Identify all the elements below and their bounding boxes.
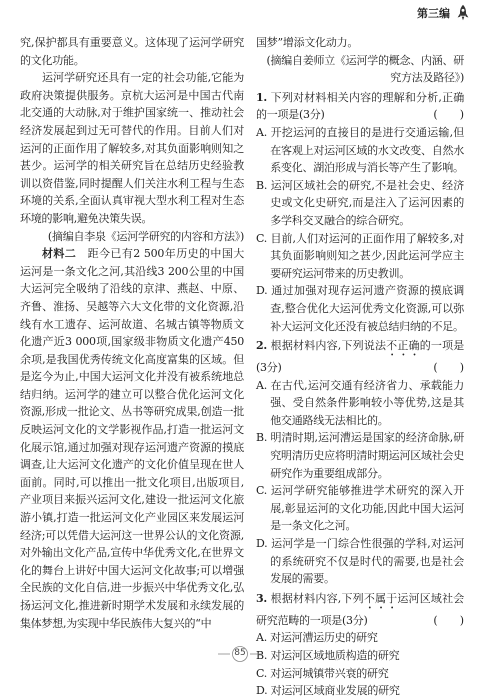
question-1-stem: 下列对材料相关内容的理解和分析,正确的一项是(3分) <box>256 90 465 122</box>
rocket-icon <box>454 4 472 22</box>
question-2-option-b[interactable]: B. 明清时期,运河漕运是国家的经济命脉,研究明清历史应将明清时期运河区域社会史研究作为重要组成部分。 <box>256 431 464 480</box>
question-3-emphasis: 不属于 <box>363 591 398 605</box>
question-2-stem-b: 的一项是(3分) <box>256 339 465 375</box>
question-1-option-b[interactable]: B. 运河区域社会的研究,不是社会史、经济史或文化史研究,而是注入了运河因素的多学科交叉融合的综合研究。 <box>256 178 464 227</box>
page-number: 85 <box>234 648 246 658</box>
question-2 <box>256 337 464 588</box>
question-3-option-a[interactable]: A. 对运河漕运历史的研究 <box>256 631 378 645</box>
material-two-text: 距今已有2 500年历史的中国大运河是一条文化之河,其沿线3 200公里的中国大运河完全吸纳了沿线的京津、燕赵、中原、齐鲁、淮扬、吴越等六大文化带的文化资源,沿线有水工遗存、运河故道、名城古镇等物质文化遗产近3 000项,国家级非物质文化遗产450余项,是我国优秀传统文化高度富集的区域。但是迄今为止,中国大运河文化并没有被系统地总结归纳。运河学的建立可以整合优化运河文化资源,形成一批论文、丛书等研究成果,创造一批反映运河文化的文学影视作品,打造一批运河文化展示馆,通过加强对现存运河遗产资源的摸底调查,让大运河文化遗产的文化价值呈现在世人面前。同时,可以推出一批文化项目,出版项目,产业项目来振兴运河文化,建设一批运河文化旅游小镇,打造一批运河文化产业园区来发展运河经济;可以凭借大运河这一世界公认的文化资源,对外输出文化产品,宣传中华优秀文化,在世界文化的舞台上讲好中国大运河文化故事;可以增强全民族的文化自信,进一步振兴中华优秀文化,弘扬运河文化,推进新时期学术发展和永续发展的集体梦想,为实现中华民族伟大复兴的“中 <box>20 247 244 630</box>
question-3-stem-b: 运河区域社会研究范畴的一项是(3分) <box>256 591 465 627</box>
section-label: 第三编 <box>417 7 450 20</box>
question-3-option-b[interactable]: B. 对运河区域地质构造的研究 <box>256 649 400 662</box>
question-2-option-c[interactable]: C. 运河学研究能够推进学术研究的深入开展,彰显运河的文化功能,因此中国大运河是一条文化之河。 <box>256 484 464 533</box>
question-1-option-a[interactable]: A. 开挖运河的直接目的是进行交通运输,但在客观上对运河区域的水文改变、自然水系变化、湖泊形成与消长等产生了影响。 <box>256 125 464 175</box>
left-column <box>20 34 244 632</box>
answer-bracket-1[interactable]: ( ) <box>433 108 464 122</box>
question-3-number: 3. <box>256 591 267 605</box>
paragraph-social-function: 运河学研究还具有一定的社会功能,它能为政府决策提供服务。京杭大运河是中国古代南北交通的大动脉,对于维护国家统一、推动社会经济发展起到过无可替代的作用。目前人们对运河的正面作用了解较多,对其负面影响则知之甚少。运河学的相关研究旨在总结历史经验教训以资借鉴,同时提醒人们关注水利工程与生态环境的关系,全面认真审视大型水利工程对生态环境的影响,避免决策失误。 <box>20 71 244 225</box>
answer-bracket-3[interactable]: ( ) <box>433 613 464 627</box>
question-2-option-a[interactable]: A. 在古代,运河交通有经济省力、承载能力强、受自然条件影响较小等优势,这是其他交通路线无法相比的。 <box>256 378 464 427</box>
question-2-emphasis: 不正确 <box>386 339 420 353</box>
question-2-number: 2. <box>256 339 267 353</box>
question-1-option-c[interactable]: C. 目前,人们对运河的正面作用了解较多,对其负面影响则知之甚少,因此运河学应主要研究运河带来的历史教训。 <box>256 231 464 280</box>
page-number-badge <box>216 646 264 662</box>
question-3-stem-a: 根据材料内容,下列 <box>270 591 364 605</box>
material-two-label: 材料二 <box>42 247 77 261</box>
question-1-option-d[interactable]: D. 通过加强对现存运河遗产资源的摸底调查,整合优化大运河优秀文化资源,可以弥补大运河文化还没有被总结归纳的不足。 <box>256 284 464 333</box>
source-note-1: (摘编自李泉《运河学研究的内容和方法》) <box>47 229 244 243</box>
question-1 <box>256 89 464 335</box>
question-3-option-d[interactable]: D. 对运河区域商业发展的研究 <box>256 684 400 698</box>
material-two <box>20 245 244 632</box>
paragraph-continued: 究,保护都具有重要意义。这体现了运河学研究的文化功能。 <box>20 36 244 67</box>
question-2-option-d[interactable]: D. 运河学是一门综合性很强的学科,对运河的系统研究不仅是时代的需要,也是社会发展的需要。 <box>256 537 464 586</box>
source-note-2: (摘编自姜师立《运河学的概念、内涵、研究方法及路径》) <box>266 53 464 85</box>
question-3 <box>256 590 464 700</box>
paragraph-continued-right: 国梦”增添文化动力。 <box>256 36 359 49</box>
answer-bracket-2[interactable]: ( ) <box>433 361 464 375</box>
question-3-option-c[interactable]: C. 对运河城镇带兴衰的研究 <box>256 666 389 680</box>
question-1-number: 1. <box>256 90 267 104</box>
page-header <box>417 2 472 24</box>
right-column <box>256 34 464 700</box>
question-2-stem-a: 根据材料内容,下列说法 <box>270 339 387 353</box>
